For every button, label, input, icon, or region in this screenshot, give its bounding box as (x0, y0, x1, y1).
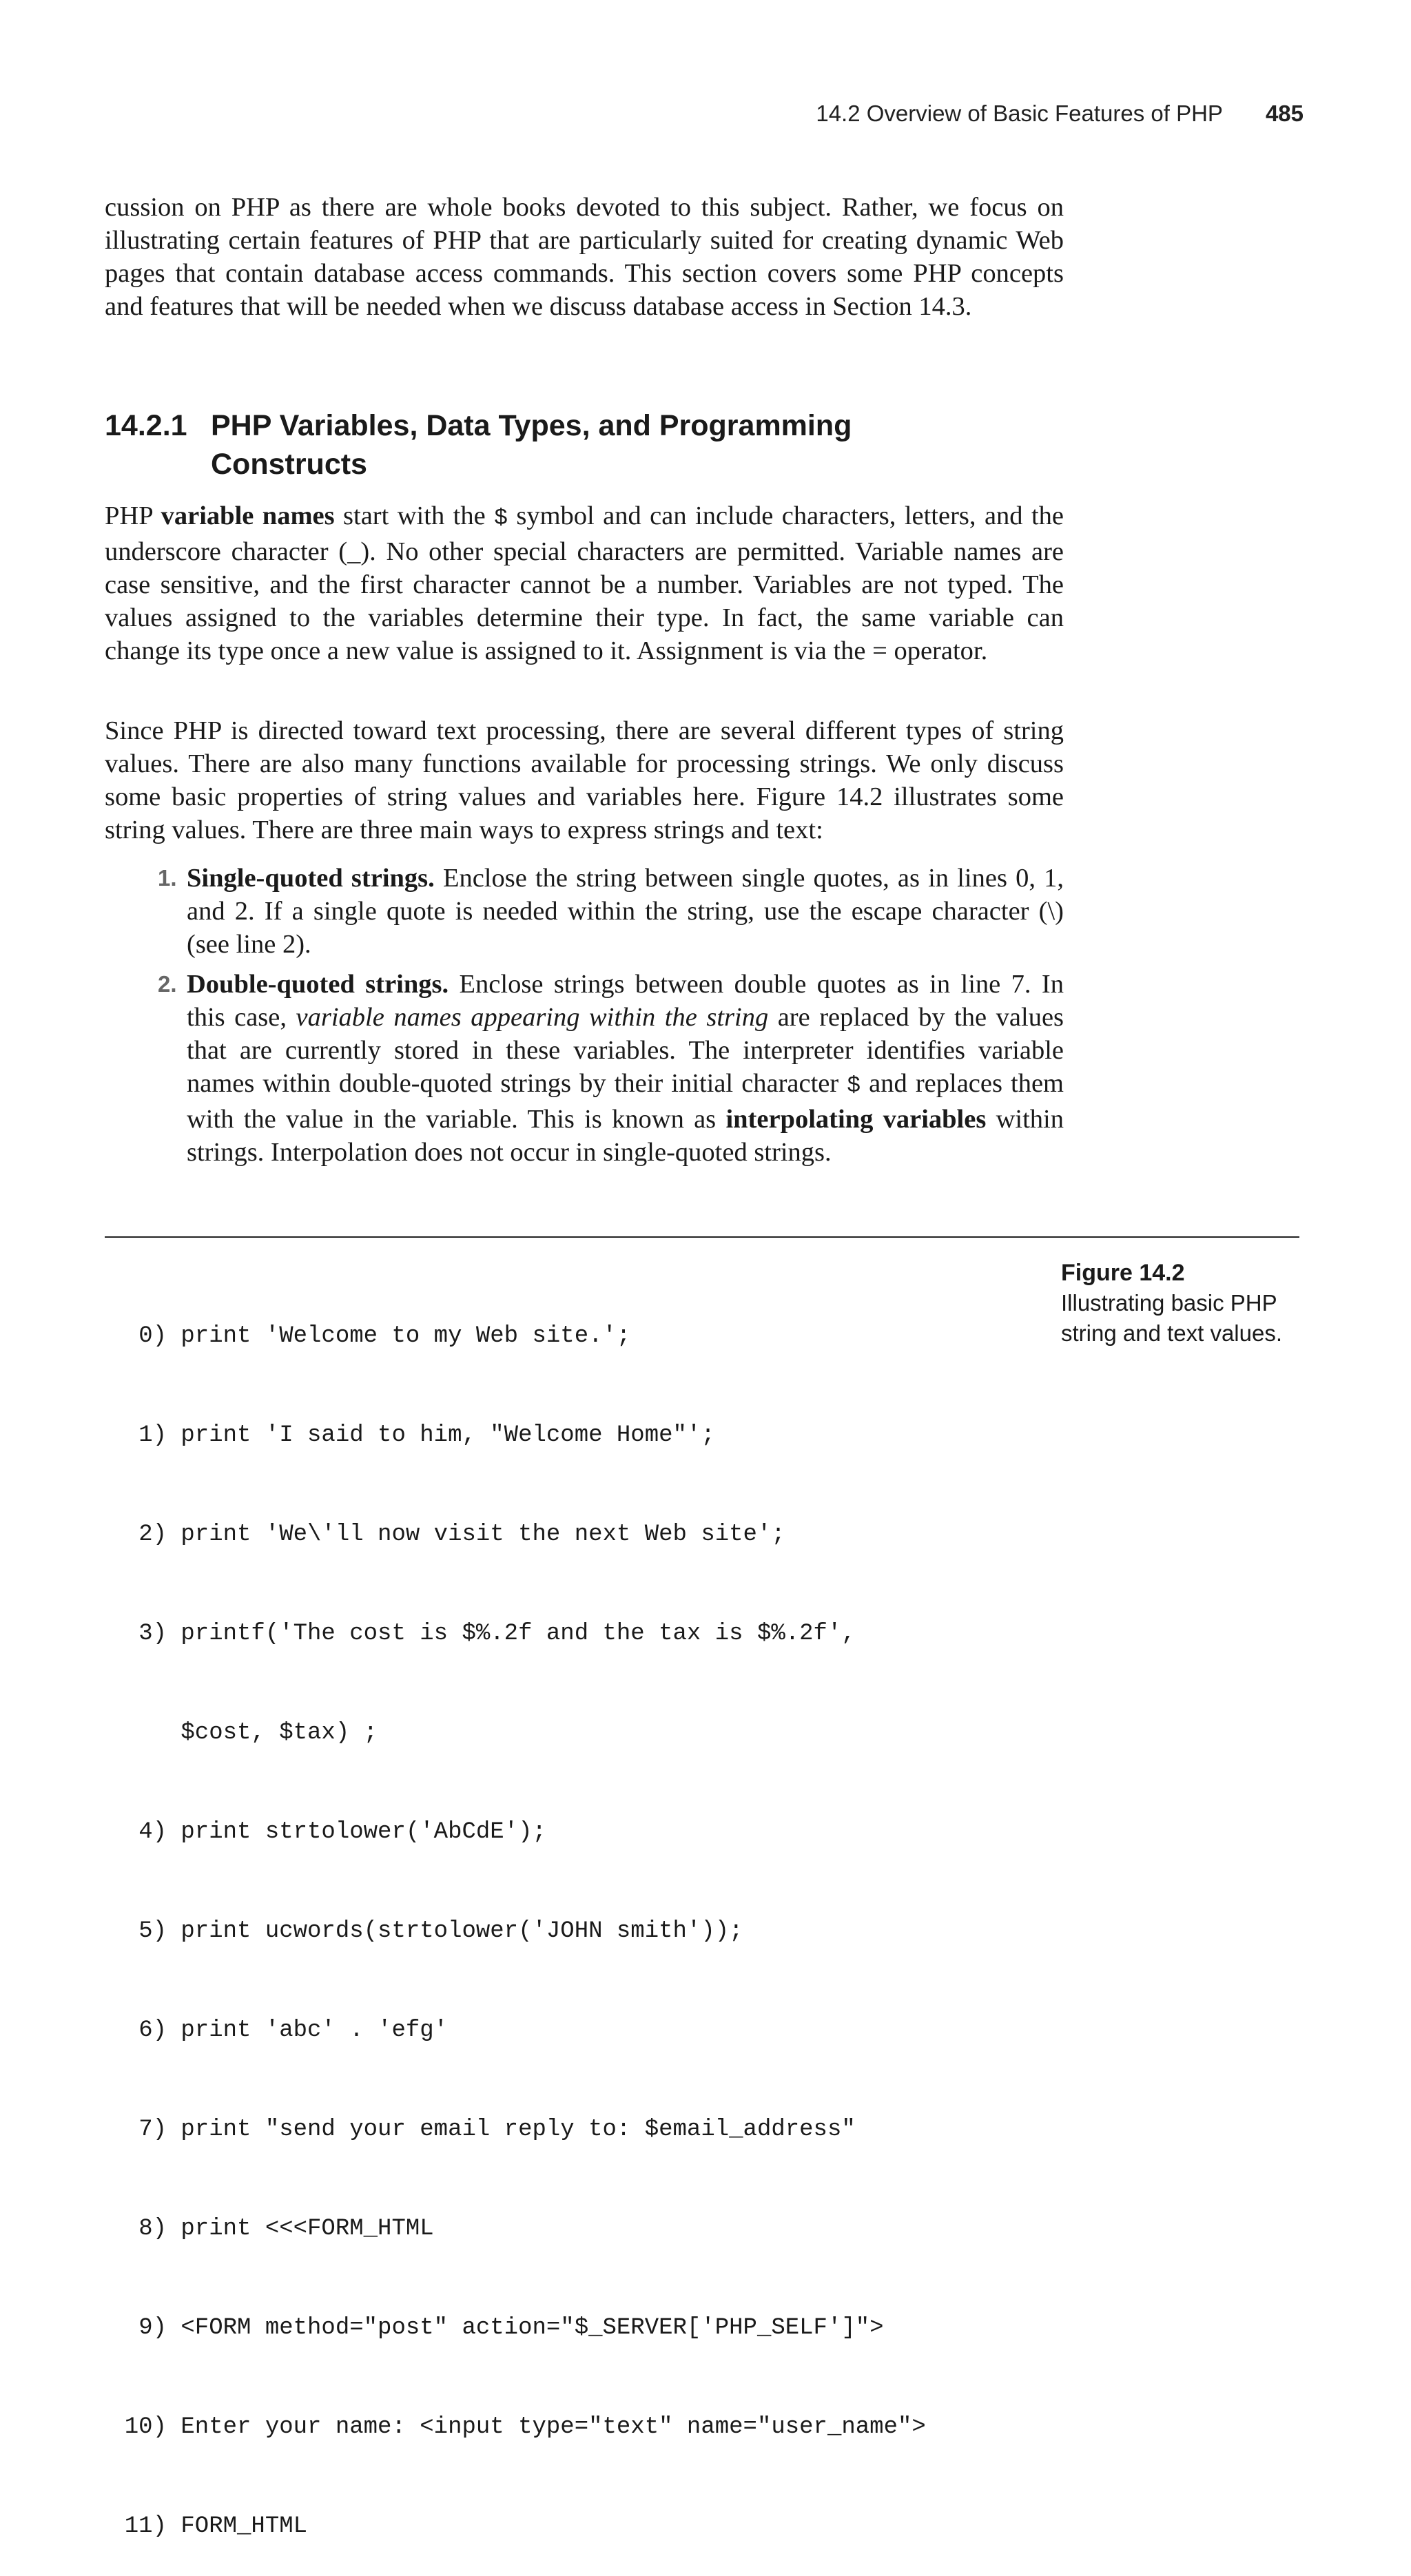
list-term: Double-quoted strings. (187, 970, 449, 999)
section-title: PHP Variables, Data Types, and Programming Constructs (211, 409, 852, 481)
figure-label: Figure 14.2 (1061, 1260, 1185, 1286)
list-item (105, 968, 1064, 1169)
code-line (102, 2510, 998, 2543)
code-line (102, 2014, 998, 2047)
code-line (102, 2411, 998, 2444)
code-text: print 'abc' . 'efg' (167, 2017, 449, 2044)
page-number: 485 (1265, 101, 1304, 126)
list-text: are replaced by the values that are currently stored in these variables. The interpreter identifies variable names within double-quoted strings by their initial character (187, 1003, 1064, 1098)
line-number: 5) (138, 1918, 167, 1944)
line-number: 1) (138, 1422, 167, 1448)
line-number: 8) (138, 2216, 167, 2242)
section-number: 14.2.1 (105, 409, 187, 442)
code-text: print strtolower('AbCdE'); (167, 1819, 546, 1845)
code-text: print <<<FORM_HTML (167, 2216, 434, 2242)
section-heading (105, 406, 1000, 484)
code-text: Enter your name: <input type="text" name="user_name"> (167, 2414, 926, 2440)
list-marker: 2. (158, 971, 177, 997)
figure-top-rule (105, 1236, 1299, 1238)
paragraph-variables (105, 499, 1064, 667)
code-line (102, 1518, 998, 1551)
running-head-section: 14.2 Overview of Basic Features of PHP (816, 101, 1223, 126)
code-listing (102, 1254, 998, 2576)
code-line (102, 2312, 998, 2345)
paragraph-variables-text (105, 499, 1064, 667)
term-variable-names: variable names (161, 501, 335, 530)
code-text: print 'Welcome to my Web site.'; (167, 1323, 631, 1349)
list-item (105, 862, 1064, 961)
code-text: print 'I said to him, "Welcome Home"'; (167, 1422, 715, 1448)
list-text: and replaces them with the value in the variable. This is known as (187, 1069, 1064, 1134)
line-number: 3) (138, 1621, 167, 1647)
line-number: 7) (138, 2117, 167, 2143)
intro-paragraph (105, 191, 1064, 323)
paragraph-strings (105, 714, 1064, 846)
intro-paragraph-text: cussion on PHP as there are whole books devoted to this subject. Rather, we focus on illustrating certain features of PHP that are particularly suited for creating dynamic Web pages that contain database access commands. This section covers some PHP concepts and features that will be needed when we discuss database access in Section 14.3. (105, 193, 1064, 321)
list-text: within strings. Interpolation does not occur in single-quoted strings. (187, 1105, 1064, 1167)
code-text: FORM_HTML (167, 2513, 308, 2539)
code-line (102, 2212, 998, 2245)
code-line (102, 1320, 998, 1353)
line-number: 11) (124, 2513, 167, 2539)
list-text: Enclose strings between double quotes as in line 7. In this case, (187, 970, 1064, 1032)
code-text: print 'We\'ll now visit the next Web site'; (167, 1521, 785, 1548)
list-marker: 1. (158, 865, 177, 891)
inline-code-dollar: $ (847, 1073, 861, 1099)
line-number: 10) (124, 2414, 167, 2440)
code-text: print ucwords(strtolower('JOHN smith')); (167, 1918, 743, 1944)
line-number: 6) (138, 2017, 167, 2044)
list-term: Single-quoted strings. (187, 864, 435, 893)
line-number: 4) (138, 1819, 167, 1845)
text-run: start with the (334, 501, 495, 530)
text-run: PHP (105, 501, 161, 530)
figure-caption-text: Illustrating basic PHP string and text values. (1061, 1290, 1283, 1346)
code-text: $cost, $tax) ; (167, 1720, 378, 1746)
code-line (102, 1617, 998, 1650)
code-text: print "send your email reply to: $email_address" (167, 2117, 856, 2143)
term-interpolating-variables: interpolating variables (725, 1105, 987, 1134)
code-line (102, 1419, 998, 1452)
code-text: <FORM method="post" action="$_SERVER['PHP_SELF']"> (167, 2315, 884, 2341)
code-line-continuation (102, 1716, 998, 1749)
code-line (102, 2113, 998, 2146)
code-text: printf('The cost is $%.2f and the tax is $%.2f', (167, 1621, 856, 1647)
text-run: symbol and can include characters, letters, and the underscore character (_). No other special characters are permitted. Variable names are case sensitive, and the first character cannot be a number. Variables are not typed. The values assigned to the variables determine their type. In fact, the same variable can change its type once a new value is assigned to it. Assignment is via the = operator. (105, 501, 1064, 665)
running-head (816, 101, 1304, 127)
figure-caption (1061, 1258, 1302, 1349)
paragraph-strings-text: Since PHP is directed toward text processing, there are several different types of string values. There are also many functions available for processing strings. We only discuss some basic properties of string values and variables here. Figure 14.2 illustrates some string values. There are three main ways to express strings and text: (105, 716, 1064, 844)
line-number: 2) (138, 1521, 167, 1548)
string-types-list (105, 862, 1064, 1176)
line-number: 9) (138, 2315, 167, 2341)
code-line (102, 1915, 998, 1948)
line-number: 0) (138, 1323, 167, 1349)
code-line (102, 1816, 998, 1849)
list-italic-text: variable names appearing within the string (296, 1003, 769, 1032)
inline-code-dollar: $ (494, 506, 508, 531)
list-text: Enclose the string between single quotes, as in lines 0, 1, and 2. If a single quote is needed within the string, use the escape character (\) (see line 2). (187, 864, 1064, 959)
